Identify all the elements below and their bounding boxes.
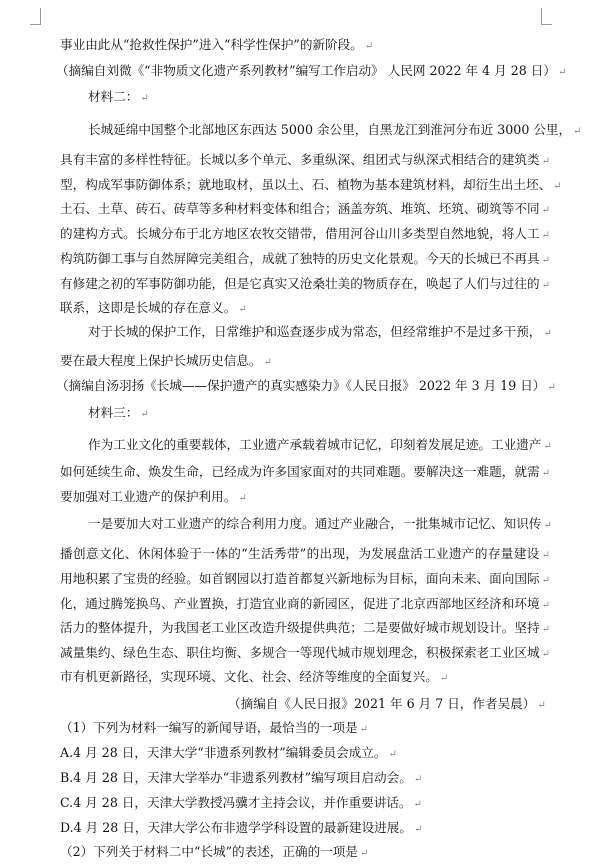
paragraph-mark-icon: ↵ [541, 575, 550, 586]
paragraph-mark-icon: ↵ [541, 230, 550, 241]
line-text: B.4 月 28 日，天津大学举办“非遗系列教材”编写项目启动会。 ↵ [60, 770, 423, 785]
line-text: 要在最大程度上保护长城历史信息。 ↵ [60, 353, 272, 368]
line-text: 联系，这即是长城的存在意义。 ↵ [60, 300, 247, 315]
line-text: （1）下列为材料一编写的新闻导语，最恰当的一项是 ↵ [60, 720, 369, 735]
paragraph-mark-icon: ↵ [238, 304, 247, 315]
paragraph-mark-icon: ↵ [541, 255, 550, 266]
line-text: （摘编自《人民日报》2021 年 6 月 7 日，作者吴晨） ↵ [228, 696, 546, 711]
paragraph-mark-icon: ↵ [359, 724, 369, 735]
paragraph-mark-icon: ↵ [541, 624, 550, 635]
paragraph-mark-icon: ↵ [541, 468, 550, 479]
line-text: 如何延续生命、焕发生命，已经成为许多国家面对的共同难题。要解决这一难题，就需 ↵ [60, 464, 550, 479]
line-text: 对于长城的保护工作，日常维护和巡查逐步成为常态，但经常维护不是过多干预， ↵ [88, 324, 552, 339]
paragraph-mark-icon: ↵ [541, 649, 550, 660]
line-text: A.4 月 28 日，天津大学“非遗系列教材”编辑委员会成立。 ↵ [60, 745, 397, 760]
line-text: （摘编自汤羽扬《长城——保护遗产的真实感染力》《人民日报》 2022 年 3 月 19 日） ↵ [56, 378, 556, 393]
paragraph-mark-icon: ↵ [553, 181, 562, 192]
paragraph-mark-icon: ↵ [541, 550, 550, 561]
paragraph-mark-icon: ↵ [263, 357, 272, 368]
line-text: 材料三： ↵ [88, 405, 149, 420]
line-text: 土石、土草、砖石、砖草等多种材料变体和组合；涵盖夯筑、堆筑、坯筑、砌筑等不同 ↵ [60, 201, 550, 216]
paragraph-mark-icon: ↵ [140, 93, 149, 104]
line-text: 市有机更新路径，实现环境、文化、社会、经济等维度的全面复兴。 ↵ [60, 669, 449, 684]
line-text: C.4 月 28 日，天津大学教授冯骥才主持会议，并作重要讲话。 ↵ [60, 795, 422, 810]
paragraph-mark-icon: ↵ [140, 409, 149, 420]
line-text: 用地积累了宝贵的经验。如首钢园以打造首都复兴新地标为目标，面向未来、面向国际 ↵ [60, 571, 550, 586]
line-text: 有修建之初的军事防御功能，但是它真实又沧桑壮美的物质存在，唤起了人们与过往的 ↵ [60, 276, 550, 291]
paragraph-mark-icon: ↵ [359, 848, 369, 859]
paragraph-mark-icon: ↵ [413, 799, 422, 810]
paragraph-mark-icon: ↵ [543, 441, 552, 452]
line-text: 具有丰富的多样性特征。长城以多个单元、多重纵深、组团式与纵深式相结合的建筑类 ↵ [60, 152, 550, 167]
paragraph-mark-icon: ↵ [388, 749, 397, 760]
paragraph-mark-icon: ↵ [413, 824, 423, 835]
line-text: 作为工业文化的重要载体，工业遗产承载着城市记忆，印刻着发展足迹。工业遗产 ↵ [88, 437, 552, 452]
paragraph-mark-icon: ↵ [238, 493, 247, 504]
page-corner-mark-left [30, 8, 41, 25]
line-text: （2）下列关于材料二中“长城”的表述，正确的一项是 ↵ [60, 844, 369, 859]
page-corner-mark-right [541, 8, 552, 25]
line-text: 化，通过腾笼换鸟、产业置换，打造宜业商的新园区，促进了北京西部地区经济和环境 ↵ [60, 596, 550, 611]
paragraph-mark-icon: ↵ [541, 205, 550, 216]
line-text: 一是要加大对工业遗产的综合利用力度。通过产业融合，一批集城市记忆、知识传 ↵ [88, 516, 552, 531]
line-text: D.4 月 28 日，天津大学公布非遗学学科设置的最新建设进展。 ↵ [60, 820, 423, 835]
paragraph-mark-icon: ↵ [541, 156, 550, 167]
line-text: 长城延绵中国整个北部地区东西达 5000 余公里，自黑龙江到淮河分布近 3000 公里， ↵ [88, 122, 582, 137]
paragraph-mark-icon: ↵ [413, 774, 423, 785]
paragraph-mark-icon: ↵ [439, 673, 449, 684]
paragraph-mark-icon: ↵ [537, 700, 546, 711]
line-text: 播创意文化、休闲体验于一体的“生活秀带”的出现，为发展盘活工业遗产的存量建设 ↵ [60, 546, 550, 561]
paragraph-mark-icon: ↵ [547, 382, 556, 393]
paragraph-mark-icon: ↵ [541, 600, 550, 611]
paragraph-mark-icon: ↵ [543, 328, 552, 339]
paragraph-mark-icon: ↵ [364, 41, 374, 52]
line-text: 材料二： ↵ [88, 89, 149, 104]
paragraph-mark-icon: ↵ [541, 280, 550, 291]
line-text: （摘编自刘微《“非物质文化遗产系列教材”编写工作启动》 人民网 2022 年 4 月 28 日） ↵ [56, 63, 567, 78]
line-text: 事业由此从“抢救性保护”进入“科学性保护”的新阶段。 ↵ [60, 37, 374, 52]
paragraph-mark-icon: ↵ [573, 126, 582, 137]
line-text: 减量集约、绿色生态、职住均衡、多规合一等现代城市规划理念，积极探索老工业区城 ↵ [60, 645, 550, 660]
line-text: 型，构成军事防御体系；就地取材，虽以土、石、植物为基本建筑材料，却衍生出土坯、 ↵ [60, 177, 562, 192]
line-text: 的建构方式。长城分布于北方地区农牧交错带，借用河谷山川多类型自然地貌，将人工 ↵ [60, 226, 550, 241]
line-text: 要加强对工业遗产的保护利用。 ↵ [60, 489, 247, 504]
line-text: 活力的整体提升，为我国老工业区改造升级提供典范；二是要做好城市规划设计。坚持 ↵ [60, 620, 550, 635]
paragraph-mark-icon: ↵ [543, 520, 552, 531]
line-text: 构筑防御工事与自然屏障完美组合，成就了独特的历史文化景观。今天的长城已不再具 ↵ [60, 251, 550, 266]
paragraph-mark-icon: ↵ [558, 67, 567, 78]
